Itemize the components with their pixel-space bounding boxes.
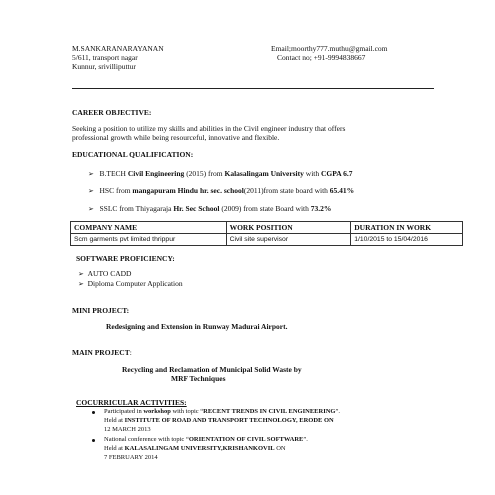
email-text: Email;moorthy777.muthu@gmail.com xyxy=(271,44,388,53)
address-line-1: 5/611, transport nagar xyxy=(72,53,138,62)
cell-duration: 1/10/2015 to 15/04/2016 xyxy=(351,234,463,246)
contact-text: Contact no; +91-9994838667 xyxy=(277,53,366,62)
column-header-duration: DURATION IN WORK xyxy=(351,222,463,234)
table-row xyxy=(71,234,463,246)
work-experience-table xyxy=(70,221,463,246)
arrow-bullet-icon: ➢ xyxy=(78,270,84,278)
career-line-2: professional growth while being resourceful, innovative and flexible. xyxy=(72,133,280,142)
arrow-bullet-icon: ➢ xyxy=(88,170,94,178)
cocurricular-heading: COCURRICULAR ACTIVITIES: xyxy=(76,398,187,407)
cocurricular-item-2-date: 7 FEBRUARY 2014 xyxy=(104,454,158,461)
education-item-2: ➢ HSC from mangapuram Hindu hr. sec. school(2011)from state board with 65.41% xyxy=(88,186,355,195)
education-item-3: ➢ SSLC from Thiyagaraja Hr. Sec School (2009) from state Board with 73.2% xyxy=(88,204,332,213)
address-line-2: Kunnur, srivilliputtur xyxy=(72,62,136,71)
main-project-heading: MAIN PROJECT: xyxy=(72,348,132,357)
arrow-bullet-icon: ➢ xyxy=(78,280,84,288)
candidate-name: M.SANKARANARAYANAN xyxy=(72,44,164,53)
software-item-2: ➢ Diploma Computer Application xyxy=(78,279,183,288)
bullet-dot-icon xyxy=(92,439,95,442)
mini-project-title: Redesigning and Extension in Runway Madurai Airport. xyxy=(106,322,288,331)
arrow-bullet-icon: ➢ xyxy=(88,205,94,213)
column-header-company: COMPANY NAME xyxy=(71,222,227,234)
bullet-dot-icon xyxy=(92,411,95,414)
arrow-bullet-icon: ➢ xyxy=(88,187,94,195)
cocurricular-item-2-line-2: Held at KALASALINGAM UNIVERSITY,KRISHANKOVIL ON xyxy=(104,445,286,452)
cell-position: Civil site supervisor xyxy=(226,234,351,246)
cocurricular-item-1-date: 12 MARCH 2013 xyxy=(104,426,151,433)
software-heading: SOFTWARE PROFICIENCY: xyxy=(76,254,175,263)
table-header-row xyxy=(71,222,463,234)
education-heading: EDUCATIONAL QUALIFICATION: xyxy=(72,150,194,159)
cocurricular-item-2-line-1: National conference with topic “ORIENTATION OF CIVIL SOFTWARE”. xyxy=(104,436,308,443)
career-line-1: Seeking a position to utilize my skills and abilities in the Civil engineer industry that offers xyxy=(72,124,346,133)
mini-project-heading: MINI PROJECT: xyxy=(72,306,130,315)
education-item-1: ➢ B.TECH Civil Engineering (2015) from Kalasalingam University with CGPA 6.7 xyxy=(88,169,353,178)
main-project-line-2: MRF Techniques xyxy=(171,374,226,383)
cocurricular-item-1-line-2: Held at INSTITUTE OF ROAD AND TRANSPORT TECHNOLOGY, ERODE ON xyxy=(104,417,334,424)
cell-company: Scm garments pvt limited thrippur xyxy=(71,234,227,246)
career-heading: CAREER OBJECTIVE: xyxy=(72,108,152,117)
header-divider xyxy=(72,88,434,89)
main-project-line-1: Recycling and Reclamation of Municipal Solid Waste by xyxy=(122,365,302,374)
column-header-position: WORK POSITION xyxy=(226,222,351,234)
cocurricular-item-1-line-1: Participated in workshop with topic “RECENT TRENDS IN CIVIL ENGINEERING”. xyxy=(104,408,340,415)
software-item-1: ➢ AUTO CADD xyxy=(78,269,132,278)
